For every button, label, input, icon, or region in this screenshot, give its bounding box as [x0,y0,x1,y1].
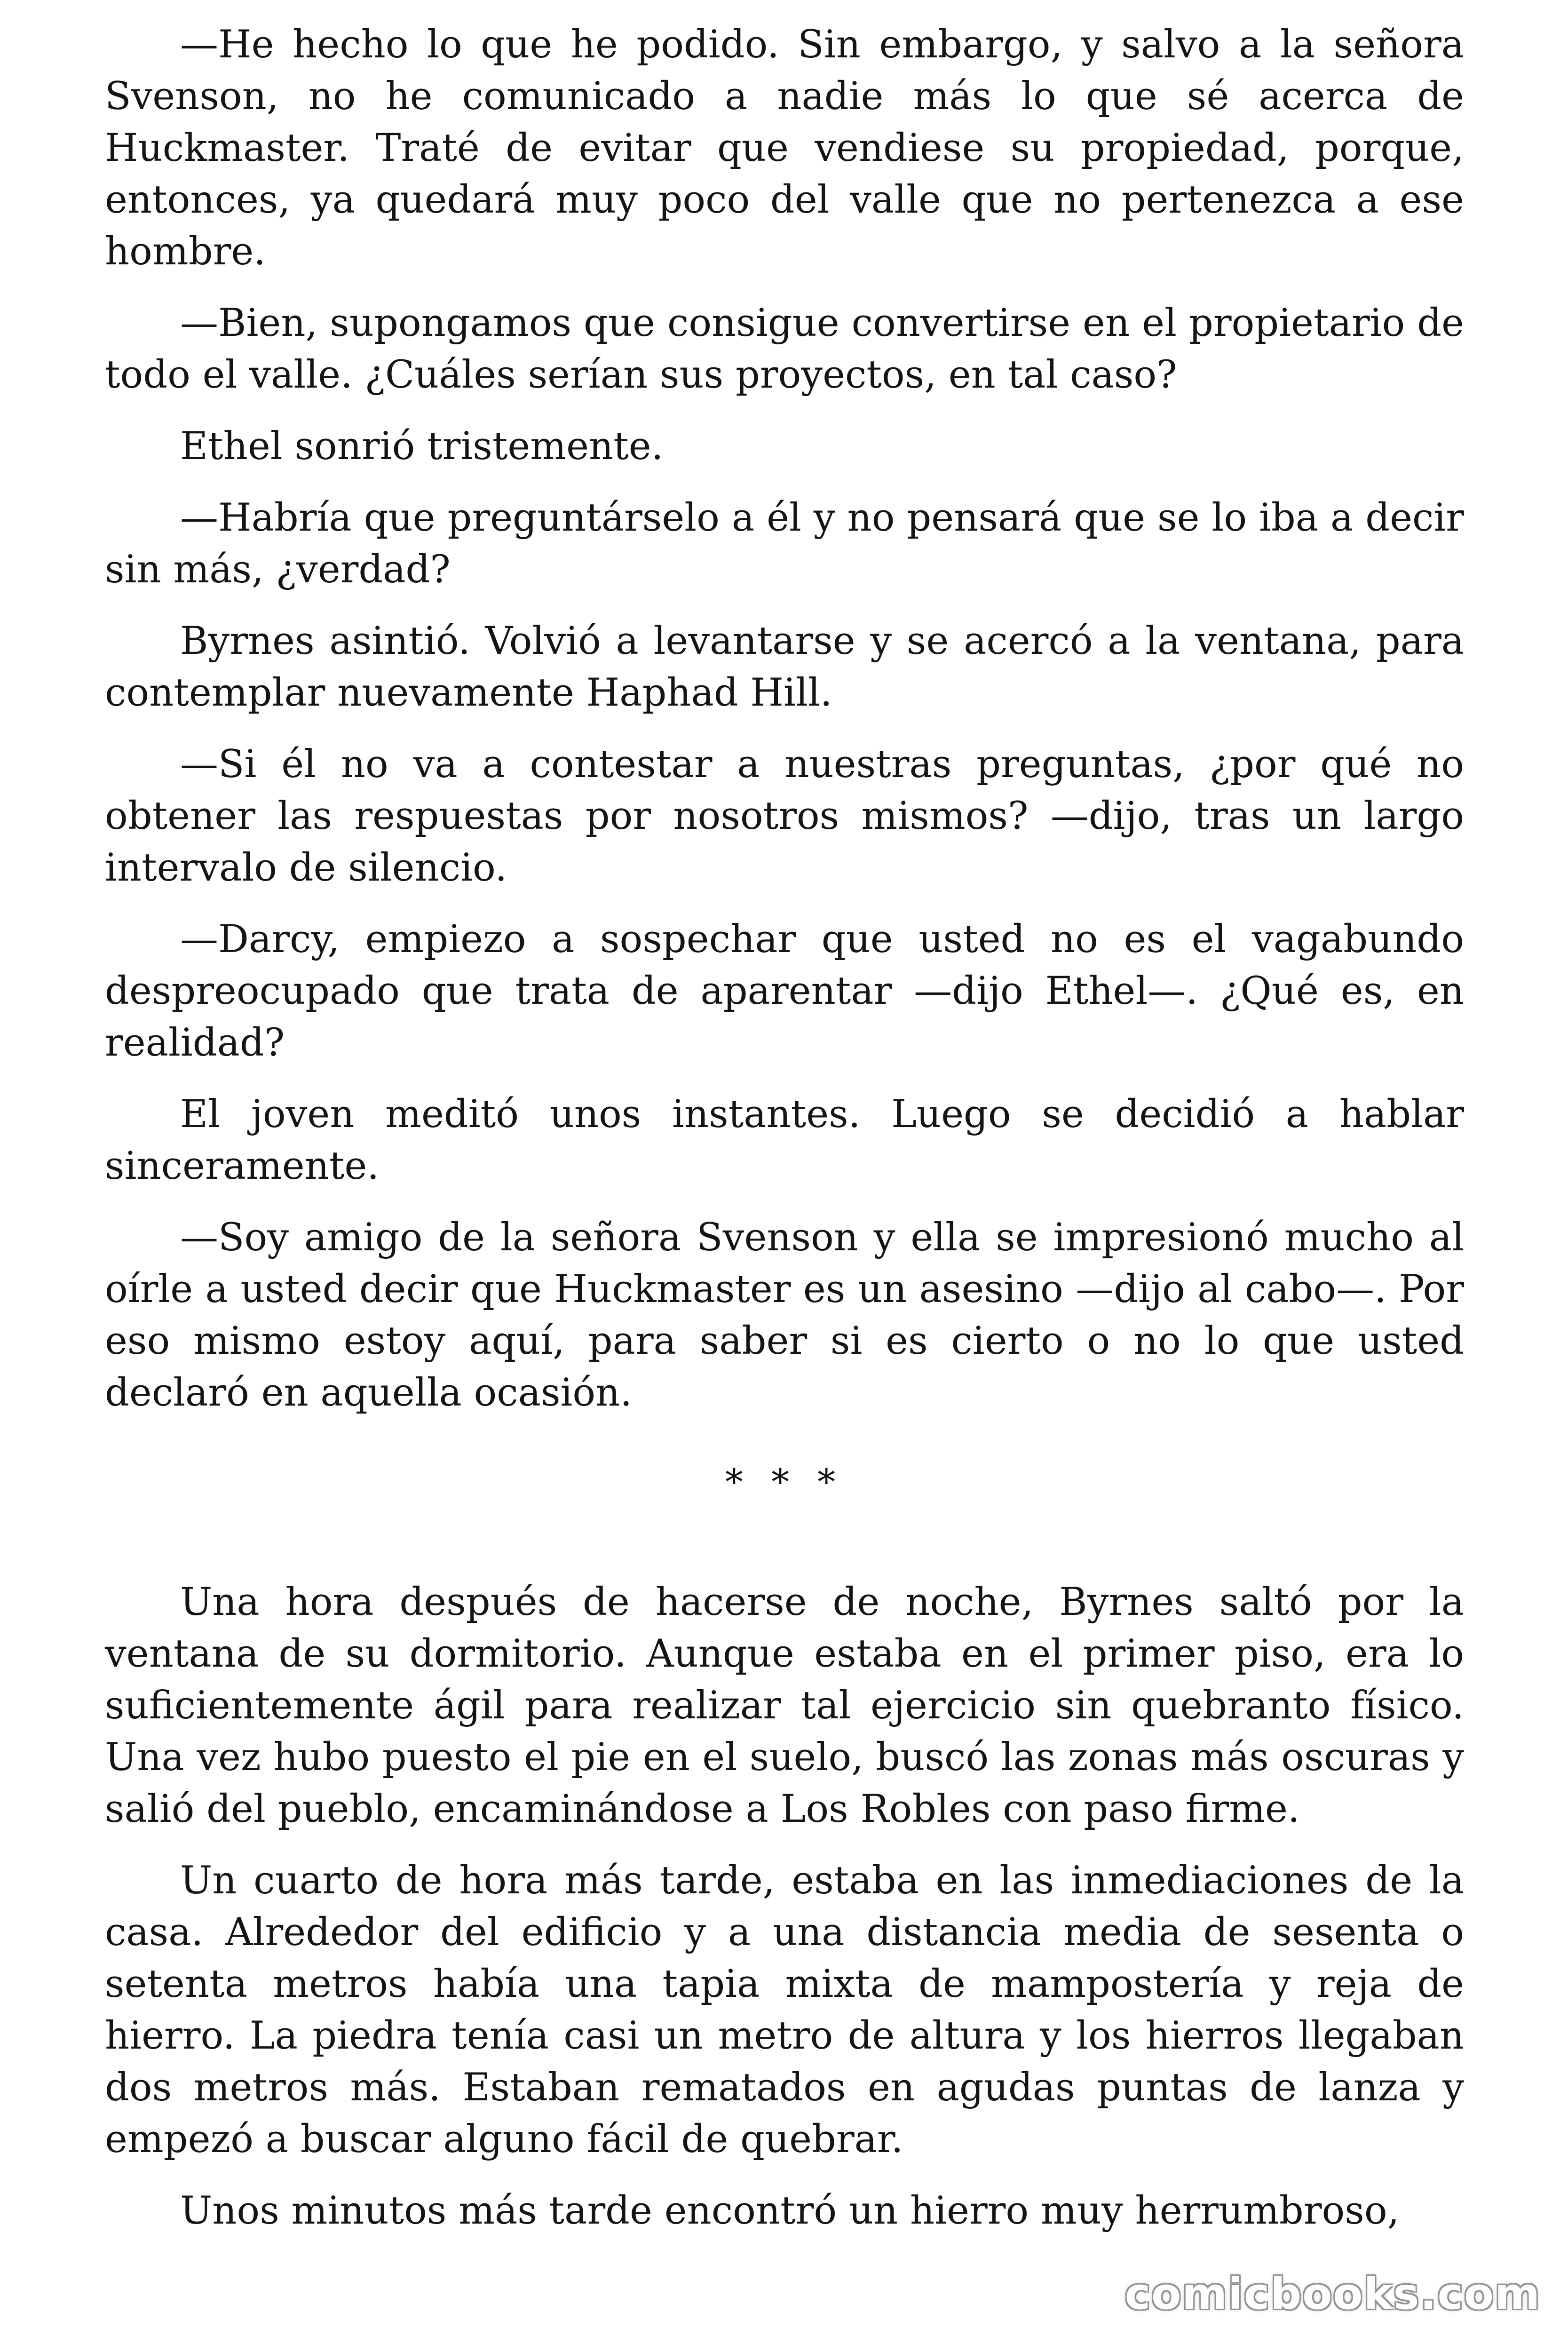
paragraph: Byrnes asintió. Volvió a levantarse y se acercó a la ventana, para contemplar nuevamente Haphad Hill. [105,619,1464,715]
paragraph: —Darcy, empiezo a sospechar que usted no es el vagabundo despreocupado que trata de aparentar —dijo Ethel—. ¿Qué es, en realidad? [105,917,1464,1065]
paragraph: —Si él no va a contestar a nuestras preguntas, ¿por qué no obtener las respuestas por nosotros mismos? —dijo, tras un largo intervalo de silencio. [105,742,1464,890]
watermark-logo: comicbooks.com [1125,2269,1541,2319]
paragraph: Un cuarto de hora más tarde, estaba en las inmediaciones de la casa. Alrededor del edificio y a una distancia media de sesenta o setenta metros había una tapia mixta de mampostería y reja de hierro. La piedra tenía casi un metro de altura y los hierros llegaban dos metros más. Estaban rematados en agudas puntas de lanza y empezó a buscar alguno fácil de quebrar. [105,1859,1464,2161]
section-separator: * * * [725,1461,844,1503]
paragraph: Una hora después de hacerse de noche, Byrnes saltó por la ventana de su dormitorio. Aunque estaba en el primer piso, era lo suficientemente ágil para realizar tal ejercicio sin quebranto físico. Una vez hubo puesto el pie en el suelo, buscó las zonas más oscuras y salió del pueblo, encaminándose a Los Robles con paso firme. [105,1580,1464,1831]
paragraph: —Habría que preguntárselo a él y no pensará que se lo iba a decir sin más, ¿verdad? [105,496,1464,592]
paragraph: Ethel sonrió tristemente. [180,424,664,469]
paragraph: Unos minutos más tarde encontró un hierro muy herrumbroso, [180,2189,1400,2233]
book-page [105,19,1464,2257]
paragraph: —He hecho lo que he podido. Sin embargo, y salvo a la señora Svenson, no he comunicado a nadie más lo que sé acerca de Huckmaster. Traté de evitar que vendiese su propiedad, porque, entonces, ya quedará muy poco del valle que no pertenezca a ese hombre. [105,23,1464,274]
paragraph: —Bien, supongamos que consigue convertirse en el propietario de todo el valle. ¿Cuáles serían sus proyectos, en tal caso? [105,301,1464,397]
paragraph: —Soy amigo de la señora Svenson y ella se impresionó mucho al oírle a usted decir que Huckmaster es un asesino —dijo al cabo—. Por eso mismo estoy aquí, para saber si es cierto o no lo que usted declaró en aquella ocasión. [105,1216,1464,1415]
paragraph: El joven meditó unos instantes. Luego se decidió a hablar sinceramente. [105,1092,1464,1188]
